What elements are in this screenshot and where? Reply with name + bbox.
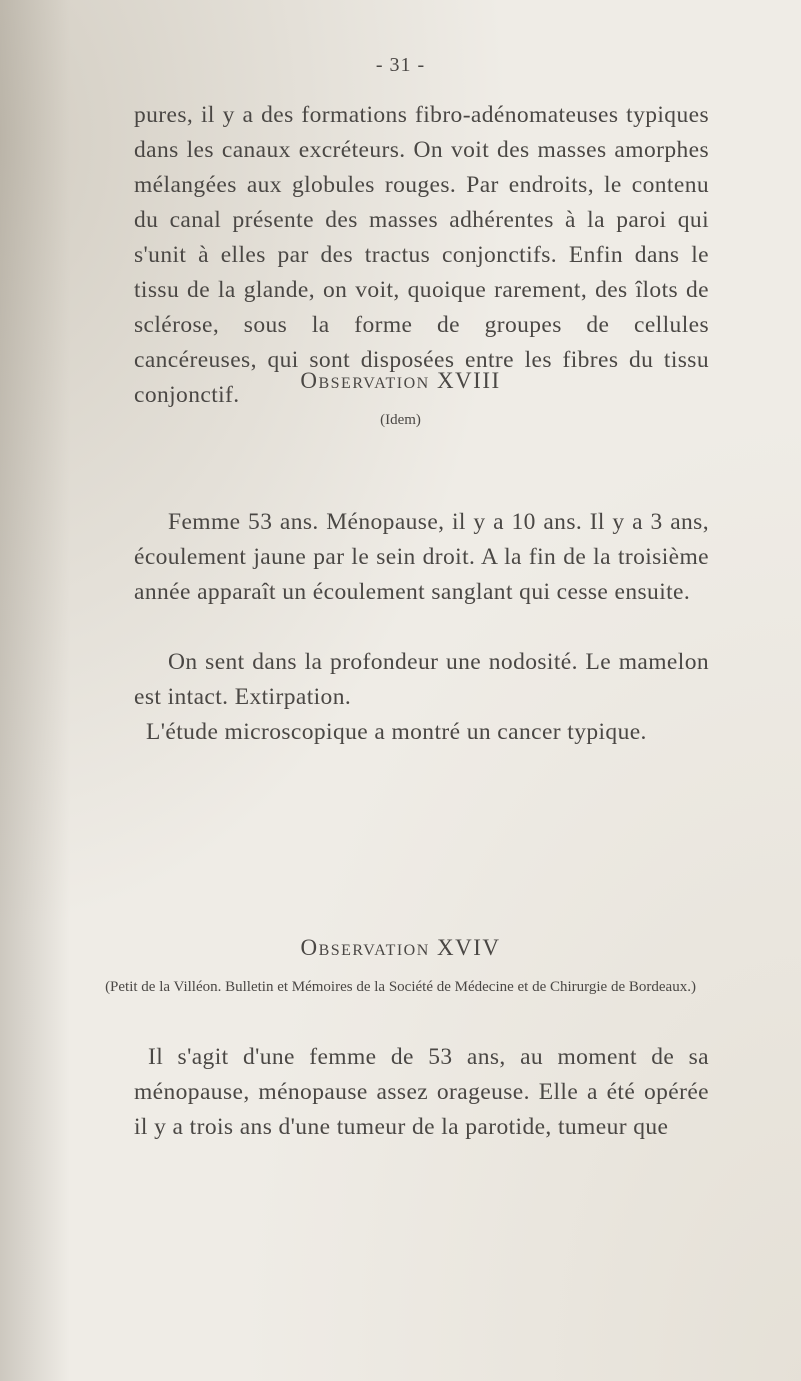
observation-heading-xviv: Observation XVIV bbox=[300, 935, 501, 960]
observation-xviii-paragraph-3: L'étude microscopique a montré un cancer typique. bbox=[146, 719, 647, 745]
page-number: - 31 - bbox=[375, 54, 426, 76]
observation-source-idem: (Idem) bbox=[380, 412, 421, 428]
paragraph-intro: pures, il y a des formations fibro-adénomateuses typiques dans les canaux excréteurs. On voit des masses amorphes mélangées aux globules rouges. Par endroits, le contenu du canal présente des masses adhérentes à la paroi qui s'unit à elles par des tractus conjonctifs. Enfin dans le tissu de la glande, on voit, quoique rarement, des îlots de sclérose, sous la forme de groupes de cellules cancéreuses, qui sont disposées entre les fibres du tissu conjonctif. bbox=[134, 102, 709, 408]
observation-source-citation: (Petit de la Villéon. Bulletin et Mémoires de la Société de Médecine et de Chirurgie de Bordeaux.) bbox=[105, 979, 696, 995]
page-edge-shadow bbox=[0, 0, 70, 1381]
observation-xviii-paragraph-2: On sent dans la profondeur une nodosité. Le mamelon est intact. Extirpation. bbox=[134, 649, 709, 710]
observation-heading-xviii: Observation XVIII bbox=[300, 368, 501, 393]
observation-xviii-paragraph-1: Femme 53 ans. Ménopause, il y a 10 ans. Il y a 3 ans, écoulement jaune par le sein droit. A la fin de la troisième année apparaît un écoulement sanglant qui cesse ensuite. bbox=[134, 509, 709, 605]
observation-xviv-paragraph-1: Il s'agit d'une femme de 53 ans, au moment de sa ménopause, ménopause assez orageuse. Elle a été opérée il y a trois ans d'une tumeur de la parotide, tumeur que bbox=[134, 1044, 709, 1140]
